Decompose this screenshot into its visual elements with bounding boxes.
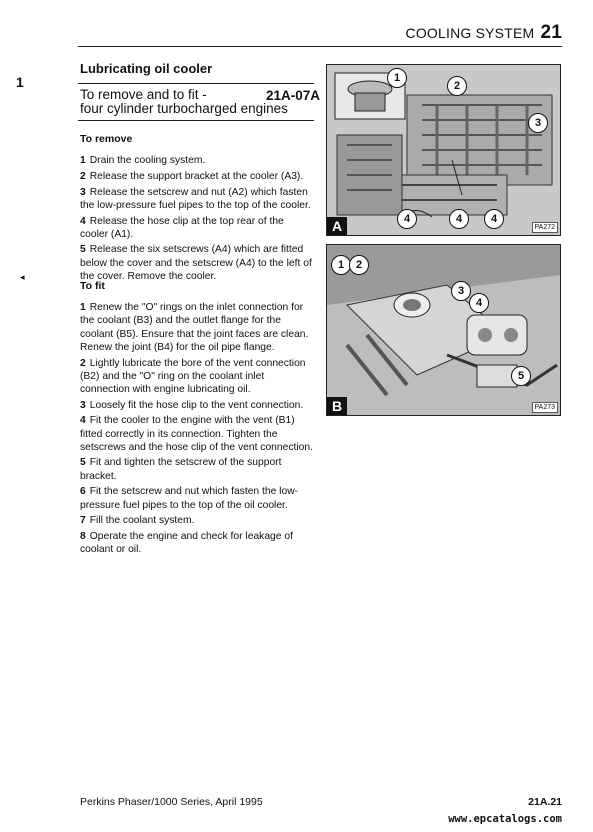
step-text: Release the support bracket at the cooler (A3).	[89, 170, 304, 182]
margin-mark-top: 1	[16, 74, 24, 90]
step-text: Renew the "O" rings on the inlet connection for the coolant (B3) and the outlet flange for the coolant (B5). Ensure that the joint faces are clean. Renew the joint (B4) for the oil pipe flange.	[80, 302, 309, 353]
fit-step	[80, 414, 314, 454]
step-text: Loosely fit the hose clip to the vent connection.	[89, 399, 304, 411]
title-rule	[78, 83, 314, 84]
fit-step	[80, 514, 314, 527]
margin-mark-bottom: ◂	[20, 272, 25, 282]
step-number: 3	[80, 399, 86, 411]
figure-b-callout-3: 3	[451, 281, 471, 301]
figure-a	[326, 64, 561, 236]
figure-a-callout-4b: 4	[449, 209, 469, 229]
operation-rule	[78, 120, 314, 121]
operation-title-line1: To remove and to fit -	[80, 87, 207, 102]
fit-section	[80, 280, 314, 559]
figure-a-illustration	[327, 65, 560, 235]
remove-step	[80, 243, 314, 283]
step-text: Operate the engine and check for leakage of coolant or oil.	[80, 530, 293, 556]
remove-step	[80, 170, 314, 183]
fit-step	[80, 399, 314, 412]
figure-b-letter: B	[327, 397, 347, 415]
step-number: 2	[80, 357, 86, 369]
chapter-number: 21	[540, 22, 562, 43]
step-text: Fit and tighten the setscrew of the support bracket.	[80, 457, 282, 482]
step-text: Fit the cooler to the engine with the vent (B1) fitted correctly in its connection. Tighten the setscrews and the hose clip of the vent connection.	[80, 415, 313, 453]
step-number: 7	[80, 515, 86, 527]
step-text: Fill the coolant system.	[89, 515, 195, 527]
figure-a-callout-3: 3	[528, 113, 548, 133]
step-text: Release the hose clip at the top rear of the cooler (A1).	[80, 215, 284, 240]
figure-b-callout-4: 4	[469, 293, 489, 313]
figure-a-callout-1: 1	[387, 68, 407, 88]
section-name: COOLING SYSTEM	[405, 25, 535, 41]
remove-step	[80, 154, 314, 167]
figure-b-callout-5: 5	[511, 366, 531, 386]
fit-steps	[80, 301, 314, 556]
figure-b-callout-1: 1	[331, 255, 351, 275]
figure-b-ref: PA273	[532, 402, 559, 413]
figure-b	[326, 244, 561, 416]
remove-step	[80, 186, 314, 212]
remove-heading: To remove	[80, 133, 133, 145]
step-text: Fit the setscrew and nut which fasten the low-pressure fuel pipes to the top of the oil cooler.	[80, 486, 299, 511]
footer-text: Perkins Phaser/1000 Series, April 1995	[80, 796, 263, 808]
step-number: 1	[80, 302, 86, 314]
step-number: 5	[80, 457, 86, 469]
step-number: 4	[80, 415, 86, 427]
figure-a-callout-2: 2	[447, 76, 467, 96]
page-number: 21A.21	[528, 796, 562, 808]
remove-section	[80, 133, 314, 286]
figure-b-callout-2: 2	[349, 255, 369, 275]
figure-a-ref: PA272	[532, 222, 559, 233]
operation-code: 21A-07A	[266, 88, 321, 103]
step-number: 3	[80, 186, 86, 198]
remove-steps	[80, 154, 314, 283]
fit-step	[80, 456, 314, 482]
step-text: Lightly lubricate the bore of the vent connection (B2) and the "O" ring on the coolant inlet connection with engine lubricating oil.	[80, 357, 306, 395]
figure-a-callout-4a: 4	[397, 209, 417, 229]
watermark-url: www.epcatalogs.com	[448, 813, 562, 825]
fit-step	[80, 301, 314, 354]
step-number: 6	[80, 486, 86, 498]
figure-a-callout-4c: 4	[484, 209, 504, 229]
step-number: 8	[80, 530, 86, 542]
figure-a-letter: A	[327, 217, 347, 235]
fit-heading: To fit	[80, 280, 105, 292]
step-text: Drain the cooling system.	[89, 155, 206, 167]
fit-step	[80, 485, 314, 511]
running-header	[406, 22, 562, 44]
step-number: 5	[80, 244, 86, 256]
operation-title-line2: four cylinder turbocharged engines	[80, 101, 288, 116]
step-number: 4	[80, 215, 86, 227]
fit-step	[80, 530, 314, 556]
step-number: 2	[80, 170, 86, 182]
step-text: Release the setscrew and nut (A2) which fasten the low-pressure fuel pipes to the top of the cooler.	[80, 186, 311, 211]
section-title: Lubricating oil cooler	[80, 61, 213, 76]
fit-step	[80, 357, 314, 397]
step-number: 1	[80, 155, 86, 167]
remove-step	[80, 215, 314, 241]
step-text: Release the six setscrews (A4) which are fitted below the cover and the setscrew (A4) to the left of the cover. Remove the cooler.	[80, 244, 312, 282]
header-rule	[78, 46, 562, 47]
